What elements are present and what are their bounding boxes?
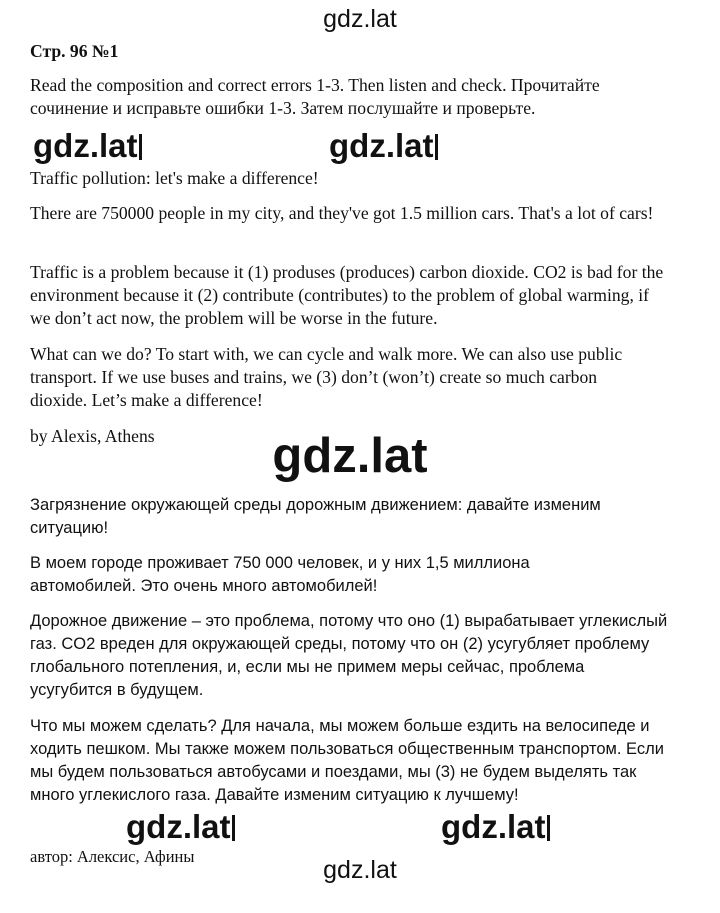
watermark-center: gdz.lat (272, 429, 428, 483)
task-instruction (30, 74, 670, 120)
watermark-left: gdz.lat (33, 129, 142, 162)
watermark-bottom-right: gdz.lat (441, 810, 550, 843)
english-paragraph-1: There are 750000 people in my city, and they've got 1.5 million cars. That's a lot of cars! (30, 203, 654, 223)
task-text: Read the composition and correct errors 1-3. Then listen and check. Прочитайте сочинение и исправьте ошибки 1-3. Затем послушайте и проверьте. (30, 75, 600, 118)
watermark-bottom-left: gdz.lat (126, 810, 235, 843)
english-paragraph-2: Traffic is a problem because it (1) produses (produces) carbon dioxide. CO2 is bad for the environment because it (2) contribute (contributes) to the problem of global warming, if we don’t act now, the problem will be worse in the future. (30, 262, 664, 328)
page-heading: Стр. 96 №1 (30, 41, 119, 61)
russian-paragraph-3: Что мы можем сделать? Для начала, мы можем больше ездить на велосипеде и ходить пешком. Мы также можем пользоваться общественным транспортом. Если мы будем пользоваться автобусами и поездами, мы (3) не будем выделять так много углекислого газа. Давайте изменим ситуацию к лучшему! (30, 717, 664, 804)
watermark-top: gdz.lat (323, 5, 397, 33)
watermark-footer: gdz.lat (323, 856, 397, 884)
russian-paragraph-2: Дорожное движение – это проблема, потому что оно (1) вырабатывает углекислый газ. CO2 вреден для окружающей среды, потому что он (2) усугубляет проблему глобального потепления, и, если мы не примем меры сейчас, проблема усугубится в будущем. (30, 612, 668, 699)
russian-title: Загрязнение окружающей среды дорожным движением: давайте изменим ситуацию! (30, 496, 601, 537)
watermark-right: gdz.lat (329, 129, 438, 162)
english-author: by Alexis, Athens (30, 426, 155, 446)
russian-author: автор: Алексис, Афины (30, 847, 195, 866)
english-paragraph-3: What can we do? To start with, we can cycle and walk more. We can also use public transport. If we use buses and trains, we (3) don’t (won’t) create so much carbon dioxide. Let’s make a difference! (30, 344, 623, 410)
english-title: Traffic pollution: let's make a difference! (30, 168, 319, 188)
russian-paragraph-1: В моем городе проживает 750 000 человек, и у них 1,5 миллиона автомобилей. Это очень много автомобилей! (30, 554, 530, 595)
